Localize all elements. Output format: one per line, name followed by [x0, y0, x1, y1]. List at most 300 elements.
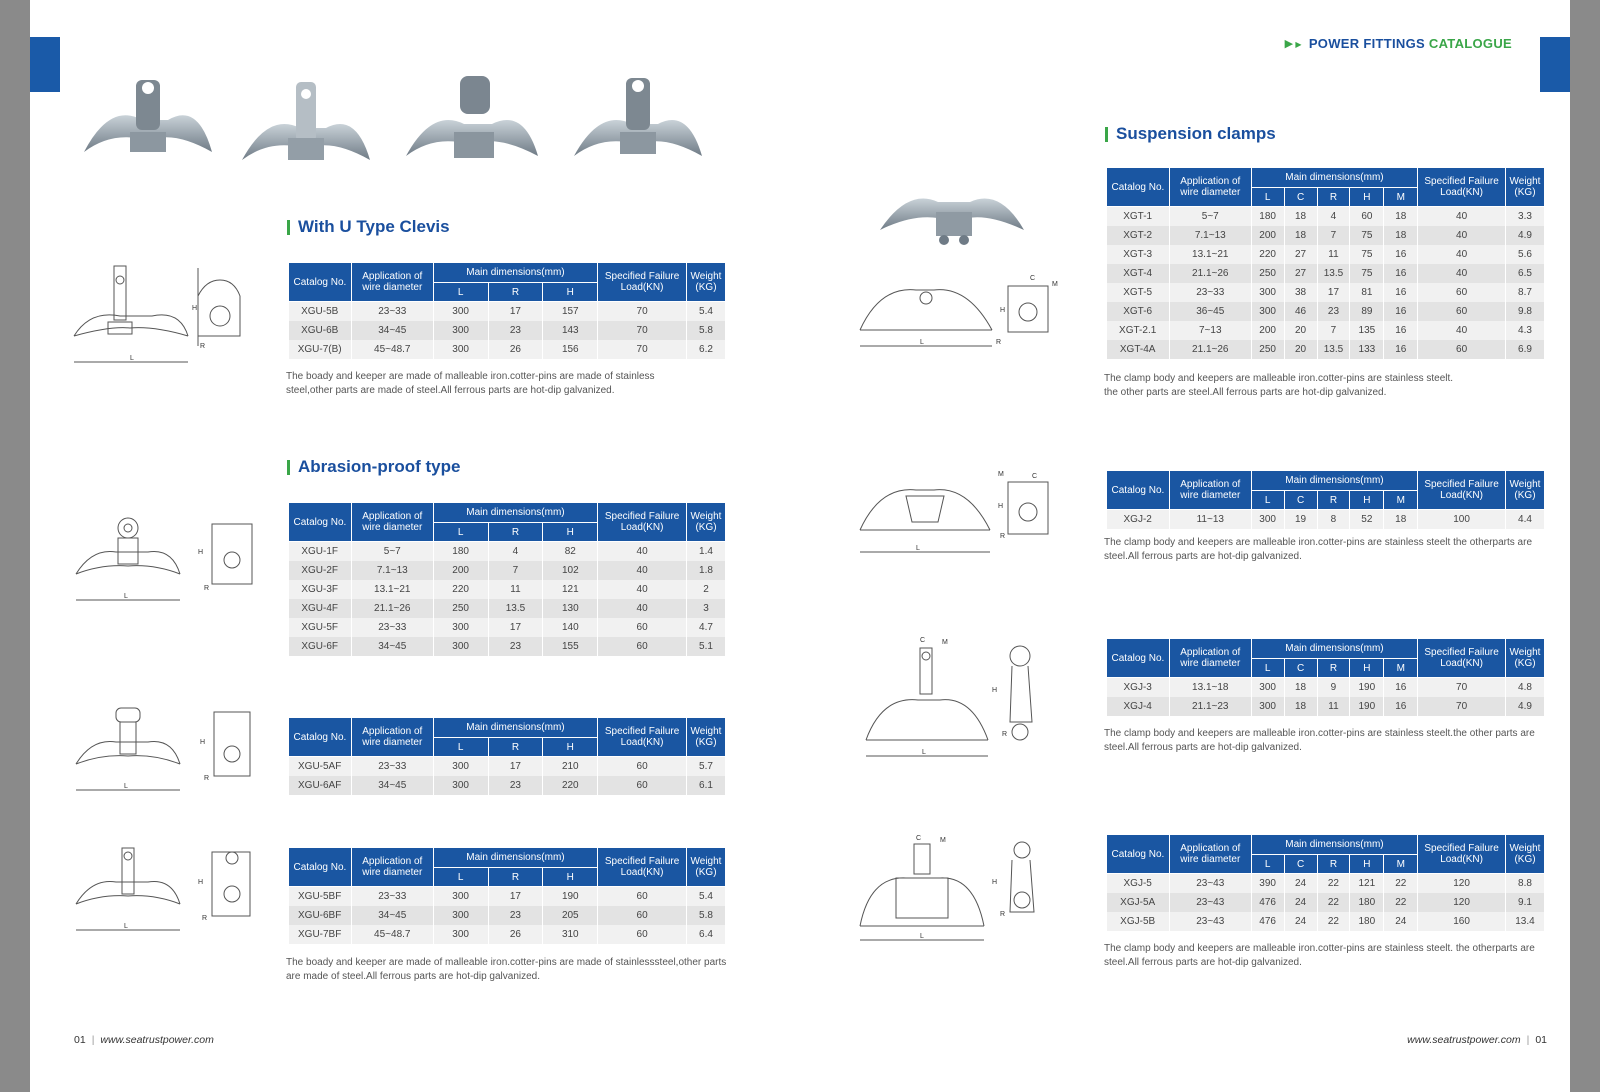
dim-R-label-xgj5: R	[1000, 911, 1006, 918]
table-cell: 130	[543, 599, 598, 618]
table-header	[1107, 835, 1545, 874]
table-cell: 60	[598, 757, 687, 777]
table-header	[1107, 168, 1545, 207]
table-cell: 23~43	[1169, 912, 1251, 931]
table-cell: 16	[1384, 245, 1418, 264]
table-cell: XGT-3	[1107, 245, 1170, 264]
failure-load-label-2: Load(KN)	[620, 737, 664, 748]
table-row	[1107, 321, 1545, 340]
table-cell: 18	[1384, 207, 1418, 227]
section-title-u-clevis: With U Type Clevis	[287, 217, 450, 237]
col-header-failure-load	[598, 263, 687, 302]
catalog-label: Catalog No.	[293, 276, 347, 288]
weight-label-1: Weight	[1509, 479, 1541, 490]
table-cell: 250	[433, 599, 488, 618]
table-cell: 24	[1284, 874, 1317, 894]
table-header	[1107, 471, 1545, 510]
table-cell: 23	[488, 321, 543, 340]
dim-header-h: H	[1350, 491, 1384, 510]
table-cell: 40	[1418, 226, 1506, 245]
table-cell: 7	[1317, 226, 1350, 245]
table-cell: XGU-1F	[289, 542, 352, 562]
table-cell: 7	[1317, 321, 1350, 340]
clamp-photo-1	[84, 80, 212, 152]
table-cell: XGU-6F	[289, 637, 352, 656]
table-cell: 18	[1284, 226, 1317, 245]
table-cell: 36~45	[1169, 302, 1251, 321]
col-header-weight	[686, 503, 725, 542]
table-row	[289, 776, 726, 795]
dim-H-label-xgt: H	[1000, 307, 1006, 314]
section-title-suspension: Suspension clamps	[1105, 124, 1276, 144]
dim-header-r: R	[488, 283, 543, 302]
dim-L-label-af: L	[124, 783, 128, 790]
table-xgj34	[1106, 638, 1545, 716]
table-cell: 220	[433, 580, 488, 599]
failure-load-label-1: Specified Failure	[1424, 843, 1499, 854]
dim-L-label-xgj34: L	[922, 749, 926, 756]
table-cell: 16	[1384, 340, 1418, 359]
table-cell: 100	[1418, 510, 1506, 530]
table-cell: 13.4	[1505, 912, 1544, 931]
col-header-main-dimensions: Main dimensions(mm)	[433, 503, 598, 523]
table-body	[1107, 207, 1545, 360]
table-cell: 143	[543, 321, 598, 340]
dim-R-label-xgj34: R	[1002, 731, 1008, 738]
table-xgu-f	[288, 502, 726, 656]
table-cell: 8.7	[1505, 283, 1544, 302]
weight-label-1: Weight	[690, 271, 722, 282]
dim-R-label: R	[200, 343, 206, 350]
table-cell: 300	[1251, 678, 1284, 698]
catalog-label: Catalog No.	[293, 731, 347, 743]
table-row	[289, 757, 726, 777]
weight-label-2: (KG)	[1514, 187, 1536, 198]
table-cell: 46	[1284, 302, 1317, 321]
col-header-main-dimensions: Main dimensions(mm)	[433, 848, 598, 868]
table-cell: 60	[1418, 340, 1506, 359]
dim-header-r: R	[1317, 188, 1350, 207]
table-cell: 121	[1350, 874, 1384, 894]
application-label-1: Application of	[362, 726, 423, 737]
table-cell: 34~45	[351, 906, 433, 925]
table-cell: 38	[1284, 283, 1317, 302]
table-cell: 7.1~13	[1169, 226, 1251, 245]
col-header-failure-load	[1418, 168, 1506, 207]
table-body	[1107, 874, 1545, 932]
table-cell: 16	[1384, 321, 1418, 340]
table-cell: 3.3	[1505, 207, 1544, 227]
table-cell: 70	[1418, 678, 1506, 698]
table-cell: 70	[598, 321, 687, 340]
footer-right: www.seatrustpower.com | 01	[1407, 1034, 1547, 1046]
table-cell: XGT-2.1	[1107, 321, 1170, 340]
table-cell: 300	[433, 321, 488, 340]
col-header-weight	[1505, 835, 1544, 874]
left-blue-tab	[30, 37, 60, 92]
weight-label-1: Weight	[1509, 176, 1541, 187]
col-header-catalog	[1107, 471, 1170, 510]
note-bf: The boady and keeper are made of malleable iron.cotter-pins are made of stainlesssteel,other parts are made of steel.All ferrous parts are hot-dip galvanized.	[286, 957, 727, 982]
table-row	[289, 925, 726, 944]
table-cell: 11	[488, 580, 543, 599]
dim-L-label-xgj5: L	[920, 933, 924, 940]
col-header-catalog	[289, 718, 352, 757]
table-body	[289, 302, 726, 360]
dim-header-m: M	[1384, 188, 1418, 207]
table-row	[1107, 226, 1545, 245]
dim-H-label-bf: H	[198, 879, 204, 886]
dim-header-l: L	[433, 868, 488, 887]
table-cell: 23	[488, 776, 543, 795]
table-cell: 180	[1251, 207, 1284, 227]
note-xgj5: The clamp body and keepers are malleable iron.cotter-pins are stainless steelt. the otherparts are steel.All ferrous parts are hot-dip galvanized.	[1104, 943, 1535, 968]
drawing-xgu-bf	[72, 848, 272, 938]
drawing-xgt	[856, 272, 1056, 352]
dim-header-r: R	[488, 738, 543, 757]
table-cell: 23~43	[1169, 893, 1251, 912]
table-cell: XGJ-5B	[1107, 912, 1170, 931]
table-row	[1107, 912, 1545, 931]
dim-M-label-xgj2: M	[998, 471, 1004, 478]
table-cell: 310	[543, 925, 598, 944]
table-cell: 7	[488, 561, 543, 580]
dim-R-label-f: R	[204, 585, 210, 592]
table-cell: 60	[598, 776, 687, 795]
table-cell: 18	[1284, 678, 1317, 698]
product-photos-row	[80, 72, 720, 184]
table-cell: 34~45	[351, 776, 433, 795]
table-cell: 200	[1251, 321, 1284, 340]
table-cell: 20	[1284, 340, 1317, 359]
table-row	[1107, 302, 1545, 321]
weight-label-1: Weight	[690, 511, 722, 522]
table-cell: 21.1~23	[1169, 697, 1251, 716]
table-cell: 40	[1418, 207, 1506, 227]
weight-label-2: (KG)	[1514, 854, 1536, 865]
table-row	[289, 561, 726, 580]
table-cell: 300	[433, 340, 488, 359]
application-label-2: wire diameter	[1180, 854, 1241, 865]
table-cell: 300	[433, 618, 488, 637]
table-cell: 22	[1317, 893, 1350, 912]
table-cell: 27	[1284, 264, 1317, 283]
table-cell: XGT-4	[1107, 264, 1170, 283]
website-link-right[interactable]: www.seatrustpower.com	[1407, 1034, 1521, 1046]
table-cell: 13.5	[488, 599, 543, 618]
table-cell: 5.8	[686, 906, 725, 925]
col-header-application	[1169, 471, 1251, 510]
table-xgu-b	[288, 262, 726, 359]
table-cell: 52	[1350, 510, 1384, 530]
col-header-main-dimensions: Main dimensions(mm)	[1251, 168, 1418, 188]
drawing-xgu-b	[70, 266, 250, 376]
table-cell: 23	[1317, 302, 1350, 321]
table-cell: 220	[543, 776, 598, 795]
dim-C-label-xgj5: C	[916, 835, 922, 842]
application-label-1: Application of	[1180, 176, 1241, 187]
table-header	[289, 263, 726, 302]
drawing-xgu-f	[72, 518, 272, 608]
dim-M-label-xgj5: M	[940, 837, 946, 844]
table-cell: 476	[1251, 912, 1284, 931]
table-row	[289, 887, 726, 907]
table-cell: 11~13	[1169, 510, 1251, 530]
table-cell: 22	[1384, 893, 1418, 912]
table-cell: 300	[433, 637, 488, 656]
col-header-main-dimensions: Main dimensions(mm)	[1251, 835, 1418, 855]
dim-H-label-xgj2: H	[998, 503, 1004, 510]
table-header	[289, 718, 726, 757]
table-cell: 390	[1251, 874, 1284, 894]
table-body	[1107, 678, 1545, 717]
table-cell: 9.1	[1505, 893, 1544, 912]
table-cell: 180	[433, 542, 488, 562]
table-cell: 6.9	[1505, 340, 1544, 359]
table-cell: 300	[433, 925, 488, 944]
table-cell: 5.1	[686, 637, 725, 656]
brand-header	[1285, 36, 1512, 51]
table-cell: XGU-6BF	[289, 906, 352, 925]
table-cell: 300	[1251, 510, 1284, 530]
col-header-failure-load	[1418, 639, 1506, 678]
failure-load-label-1: Specified Failure	[604, 511, 680, 522]
col-header-weight	[686, 848, 725, 887]
table-cell: 157	[543, 302, 598, 322]
dim-header-h: H	[543, 738, 598, 757]
table-row	[1107, 245, 1545, 264]
table-cell: 9.8	[1505, 302, 1544, 321]
table-cell: 5~7	[351, 542, 433, 562]
dim-header-m: M	[1384, 491, 1418, 510]
table-cell: 22	[1317, 874, 1350, 894]
table-cell: 27	[1284, 245, 1317, 264]
weight-label-2: (KG)	[695, 737, 717, 748]
website-link-left[interactable]: www.seatrustpower.com	[100, 1034, 214, 1046]
failure-load-label-1: Specified Failure	[604, 856, 680, 867]
table-cell: XGU-5F	[289, 618, 352, 637]
failure-load-label-1: Specified Failure	[1424, 647, 1499, 658]
col-header-weight	[686, 263, 725, 302]
application-label-2: wire diameter	[1180, 187, 1241, 198]
note-xgt: The clamp body and keepers are malleable iron.cotter-pins are stainless steelt. the other parts are steel.All ferrous parts are hot-dip galvanized.	[1104, 373, 1454, 398]
application-label-1: Application of	[362, 856, 423, 867]
application-label-2: wire diameter	[362, 282, 423, 293]
col-header-catalog	[289, 263, 352, 302]
table-row	[1107, 697, 1545, 716]
table-cell: 17	[488, 618, 543, 637]
table-cell: 300	[433, 302, 488, 322]
dim-header-h: H	[1350, 188, 1384, 207]
col-header-application	[351, 848, 433, 887]
table-cell: XGU-5AF	[289, 757, 352, 777]
failure-load-label-2: Load(KN)	[1440, 854, 1483, 865]
col-header-catalog	[1107, 835, 1170, 874]
table-cell: XGU-5BF	[289, 887, 352, 907]
col-header-failure-load	[1418, 471, 1506, 510]
table-cell: 4.9	[1505, 226, 1544, 245]
table-cell: XGU-2F	[289, 561, 352, 580]
weight-label-2: (KG)	[1514, 490, 1536, 501]
table-cell: 7.1~13	[351, 561, 433, 580]
failure-load-label-1: Specified Failure	[604, 726, 680, 737]
col-header-catalog	[1107, 168, 1170, 207]
table-cell: 23~33	[1169, 283, 1251, 302]
table-cell: 21.1~26	[351, 599, 433, 618]
table-cell: 300	[1251, 697, 1284, 716]
page-number-right: 01	[1535, 1034, 1547, 1046]
col-header-main-dimensions: Main dimensions(mm)	[1251, 471, 1418, 491]
table-cell: 140	[543, 618, 598, 637]
col-header-failure-load	[1418, 835, 1506, 874]
catalog-label: Catalog No.	[1111, 848, 1165, 860]
table-cell: 22	[1317, 912, 1350, 931]
dim-header-r: R	[1317, 491, 1350, 510]
table-cell: 60	[598, 925, 687, 944]
table-header	[289, 848, 726, 887]
dim-header-c: C	[1284, 659, 1317, 678]
catalog-label: Catalog No.	[293, 861, 347, 873]
table-cell: 60	[598, 906, 687, 925]
table-cell: 40	[1418, 264, 1506, 283]
table-cell: 13.5	[1317, 264, 1350, 283]
dim-L-label-xgj2: L	[916, 545, 920, 552]
table-cell: 5.7	[686, 757, 725, 777]
table-cell: 300	[1251, 302, 1284, 321]
weight-label-2: (KG)	[695, 282, 717, 293]
table-cell: 24	[1284, 912, 1317, 931]
table-cell: 60	[598, 618, 687, 637]
application-label-2: wire diameter	[1180, 658, 1241, 669]
table-cell: 60	[598, 637, 687, 656]
table-cell: 5~7	[1169, 207, 1251, 227]
table-body	[1107, 510, 1545, 530]
table-cell: 6.4	[686, 925, 725, 944]
table-cell: 13.1~21	[351, 580, 433, 599]
dim-C-label-xgj34: C	[920, 637, 926, 644]
application-label-2: wire diameter	[362, 522, 423, 533]
table-cell: 6.5	[1505, 264, 1544, 283]
table-cell: 180	[1350, 893, 1384, 912]
weight-label-2: (KG)	[695, 522, 717, 533]
table-cell: 23	[488, 906, 543, 925]
clamp-photo-3	[406, 76, 538, 158]
table-cell: 200	[1251, 226, 1284, 245]
table-cell: XGJ-5A	[1107, 893, 1170, 912]
failure-load-label-2: Load(KN)	[1440, 490, 1483, 501]
dim-header-r: R	[488, 523, 543, 542]
table-cell: 7~13	[1169, 321, 1251, 340]
table-row	[289, 340, 726, 359]
col-header-main-dimensions: Main dimensions(mm)	[1251, 639, 1418, 659]
table-cell: 156	[543, 340, 598, 359]
col-header-weight	[1505, 168, 1544, 207]
table-cell: 13.5	[1317, 340, 1350, 359]
failure-load-label-2: Load(KN)	[620, 867, 664, 878]
table-cell: 26	[488, 340, 543, 359]
table-row	[289, 599, 726, 618]
right-blue-tab	[1540, 37, 1570, 92]
failure-load-label-1: Specified Failure	[1424, 479, 1499, 490]
table-cell: XGU-6AF	[289, 776, 352, 795]
table-cell: 40	[598, 599, 687, 618]
weight-label-1: Weight	[690, 856, 722, 867]
table-cell: XGU-4F	[289, 599, 352, 618]
title-bar	[1105, 127, 1108, 142]
table-xgu-af	[288, 717, 726, 795]
table-row	[1107, 678, 1545, 698]
table-row	[1107, 264, 1545, 283]
suspension-clamp-photo	[878, 178, 1028, 248]
col-header-application	[351, 263, 433, 302]
table-cell: 21.1~26	[1169, 340, 1251, 359]
table-cell: 5.4	[686, 302, 725, 322]
note-xgj2: The clamp body and keepers are malleable iron.cotter-pins are stainless steelt the otherparts are steel.All ferrous parts are hot-dip galvanized.	[1104, 537, 1533, 562]
catalog-label: Catalog No.	[1111, 652, 1165, 664]
col-header-weight	[686, 718, 725, 757]
note-u-clevis: The boady and keeper are made of malleable iron.cotter-pins are made of stainless steel,other parts are made of steel.All ferrous parts are hot-dip galvanized.	[286, 371, 655, 396]
table-cell: 11	[1317, 245, 1350, 264]
table-cell: 22	[1384, 874, 1418, 894]
dim-header-c: C	[1284, 855, 1317, 874]
table-cell: 18	[1284, 207, 1317, 227]
table-xgj2	[1106, 470, 1545, 529]
dim-header-r: R	[1317, 659, 1350, 678]
table-cell: 17	[488, 757, 543, 777]
table-xgj5	[1106, 834, 1545, 931]
table-row	[289, 618, 726, 637]
table-cell: 8.8	[1505, 874, 1544, 894]
table-cell: 40	[598, 561, 687, 580]
table-cell: 160	[1418, 912, 1506, 931]
catalog-label: Catalog No.	[1111, 484, 1165, 496]
dim-header-l: L	[1251, 188, 1284, 207]
dim-R-label-af: R	[204, 775, 210, 782]
title-bar	[287, 220, 290, 235]
dim-H-label-f: H	[198, 549, 204, 556]
application-label-1: Application of	[1180, 479, 1241, 490]
failure-load-label-2: Load(KN)	[1440, 187, 1483, 198]
table-cell: 18	[1384, 226, 1418, 245]
col-header-weight	[1505, 471, 1544, 510]
table-row	[289, 302, 726, 322]
application-label-1: Application of	[362, 271, 423, 282]
dim-C-label-xgj2: C	[1032, 473, 1038, 480]
table-cell: 82	[543, 542, 598, 562]
table-cell: 13.1~21	[1169, 245, 1251, 264]
dim-header-h: H	[543, 523, 598, 542]
table-cell: 16	[1384, 697, 1418, 716]
table-cell: 210	[543, 757, 598, 777]
footer-left: 01 | www.seatrustpower.com	[74, 1034, 214, 1046]
table-cell: 200	[433, 561, 488, 580]
brand-accent: CATALOGUE	[1428, 36, 1512, 51]
table-cell: 300	[433, 757, 488, 777]
dim-M-label-xgj34: M	[942, 639, 948, 646]
col-header-application	[1169, 639, 1251, 678]
application-label-1: Application of	[1180, 647, 1241, 658]
table-cell: 60	[1418, 302, 1506, 321]
table-cell: 8	[1317, 510, 1350, 530]
table-cell: 60	[598, 887, 687, 907]
dim-header-h: H	[1350, 659, 1384, 678]
table-cell: 45~48.7	[351, 925, 433, 944]
table-cell: 121	[543, 580, 598, 599]
col-header-weight	[1505, 639, 1544, 678]
dim-header-m: M	[1384, 855, 1418, 874]
drawing-xgj5	[856, 836, 1056, 946]
table-cell: XGU-3F	[289, 580, 352, 599]
